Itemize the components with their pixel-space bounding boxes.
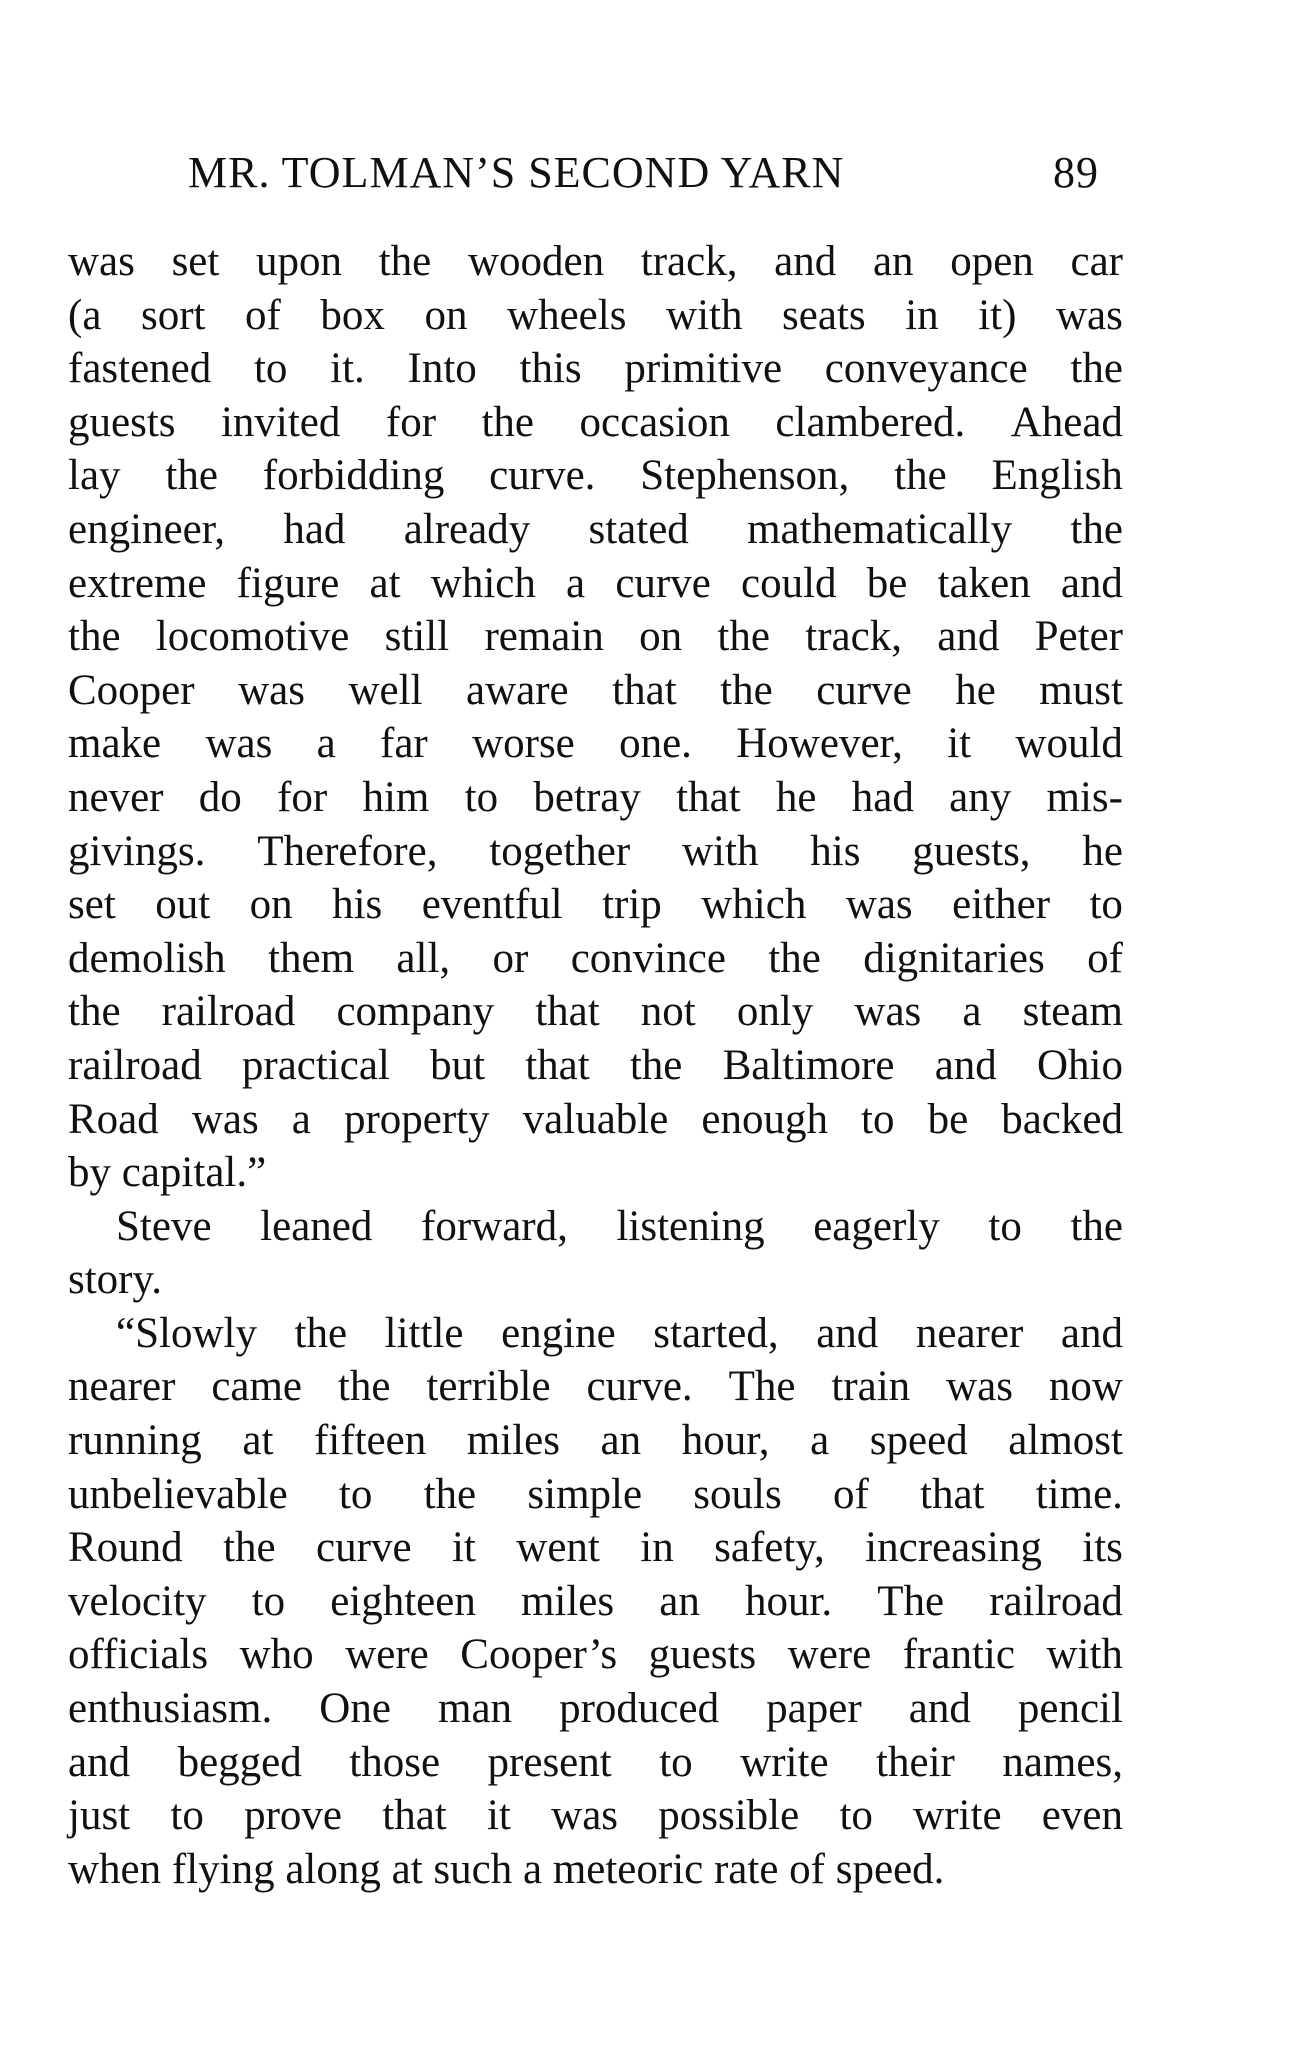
word: stated <box>588 505 689 553</box>
word: open <box>950 238 1034 285</box>
word: set <box>68 881 116 929</box>
word: The <box>877 1577 945 1625</box>
word: running <box>68 1417 202 1465</box>
word: (a <box>68 291 102 339</box>
word: to <box>338 1470 373 1518</box>
text-line <box>68 1146 1123 1200</box>
word: of <box>832 1470 869 1518</box>
word: simple <box>527 1470 643 1518</box>
word: unbelievable <box>68 1470 288 1518</box>
word: present <box>487 1738 612 1786</box>
text-line <box>68 717 1123 771</box>
word: nearer <box>68 1363 176 1411</box>
word: but <box>430 1041 486 1089</box>
word: train <box>831 1363 911 1411</box>
word: lay <box>68 452 121 500</box>
word: for <box>277 773 328 821</box>
word: mathematically <box>747 505 1013 553</box>
word: occasion <box>579 398 730 446</box>
word: Ahead <box>1010 398 1123 446</box>
word: to <box>253 345 288 393</box>
word: was <box>68 238 135 285</box>
word: an <box>659 1577 700 1625</box>
word: he <box>1082 827 1123 875</box>
word: to <box>251 1577 286 1625</box>
word: which <box>701 881 807 929</box>
word: primitive <box>624 345 783 393</box>
word: curve <box>816 666 912 714</box>
word: to <box>464 773 499 821</box>
word: well <box>348 666 423 714</box>
text-line <box>68 932 1123 986</box>
running-title: MR. TOLMAN’S SECOND YARN <box>188 148 845 197</box>
body-text <box>68 235 1123 1896</box>
word: time. <box>1035 1470 1123 1518</box>
text-line <box>68 1360 1123 1414</box>
word: English <box>991 452 1123 500</box>
text-line <box>68 1789 1123 1843</box>
word: track, <box>640 238 738 285</box>
word: he <box>955 666 996 714</box>
word: the <box>894 452 947 500</box>
word: curve. <box>586 1363 693 1411</box>
word: the <box>717 613 770 661</box>
word: even <box>1041 1792 1123 1840</box>
word: must <box>1039 666 1123 714</box>
word: came <box>211 1363 303 1411</box>
word: the <box>223 1524 276 1572</box>
word: his <box>332 881 383 929</box>
word: all, <box>396 934 451 982</box>
word: terrible <box>426 1363 551 1411</box>
text-line <box>68 1414 1123 1468</box>
word: guests, <box>912 827 1031 875</box>
word: property <box>343 1095 490 1143</box>
word: with <box>682 827 759 875</box>
word: was <box>205 720 273 768</box>
word: mis- <box>1046 773 1123 821</box>
text-line <box>68 235 1123 289</box>
word: him <box>362 773 430 821</box>
word: had <box>283 505 346 553</box>
word: in <box>640 1524 674 1572</box>
word: an <box>600 1417 642 1465</box>
word: to <box>1089 881 1123 929</box>
word: fastened <box>68 345 212 393</box>
text-line <box>68 1200 1123 1254</box>
word: with <box>1046 1631 1123 1679</box>
word: was <box>551 1792 619 1840</box>
word: conveyance <box>824 345 1028 393</box>
word: speed <box>869 1417 968 1465</box>
text-line <box>68 1253 1123 1307</box>
word: one. <box>619 720 692 768</box>
word: just <box>68 1792 131 1840</box>
word: Stephenson, <box>640 452 850 500</box>
word: and <box>908 1685 971 1733</box>
word: enough <box>701 1095 828 1143</box>
word: practical <box>241 1041 390 1089</box>
word: or <box>492 934 529 982</box>
word: sort <box>140 291 206 339</box>
text-line <box>68 1682 1123 1736</box>
word: demolish <box>68 934 226 982</box>
word: be <box>866 559 908 607</box>
word: still <box>384 613 450 661</box>
word: guests <box>648 1631 757 1679</box>
word: the <box>481 398 535 446</box>
word: car <box>1070 238 1123 285</box>
text-line <box>68 1736 1123 1790</box>
text-line <box>68 985 1123 1039</box>
word: curve <box>316 1524 412 1572</box>
text-line <box>68 342 1123 396</box>
word: track, <box>805 613 902 661</box>
word: clambered. <box>775 398 966 446</box>
text-line <box>68 289 1123 343</box>
word: to <box>988 1202 1022 1250</box>
word: engine <box>501 1309 616 1357</box>
word: miles <box>520 1577 615 1625</box>
word: and <box>68 1738 131 1786</box>
word: on <box>424 291 468 339</box>
word: that <box>382 1792 447 1840</box>
word: the <box>1070 345 1123 393</box>
text-line <box>68 1039 1123 1093</box>
word: However, <box>736 720 903 768</box>
word: went <box>516 1524 600 1572</box>
word: and <box>816 1309 879 1357</box>
running-head <box>188 148 1123 198</box>
word: their <box>876 1738 955 1786</box>
word: the <box>294 1309 348 1357</box>
word: never <box>68 773 164 821</box>
word: enthusiasm. <box>68 1685 273 1733</box>
word: with <box>666 291 743 339</box>
word: his <box>810 827 861 875</box>
word: was <box>191 1095 259 1143</box>
word: not <box>640 988 696 1036</box>
word: wooden <box>467 238 605 285</box>
word: and <box>934 1041 997 1089</box>
word: figure <box>236 559 340 607</box>
page-number: 89 <box>1053 148 1099 197</box>
word: valuable <box>522 1095 669 1143</box>
word: Baltimore <box>722 1041 895 1089</box>
word: hour. <box>744 1577 833 1625</box>
text-line <box>68 771 1123 825</box>
word: eagerly <box>813 1202 940 1250</box>
word: dignitaries <box>863 934 1045 982</box>
word: a <box>566 559 586 607</box>
word: of <box>1087 934 1123 982</box>
word: already <box>403 505 531 553</box>
word: invited <box>220 398 341 446</box>
text-line <box>68 396 1123 450</box>
word: seats <box>782 291 866 339</box>
word: Therefore, <box>257 827 438 875</box>
word: the <box>68 613 121 661</box>
text-line <box>68 878 1123 932</box>
word: that <box>920 1470 985 1518</box>
word: “Slowly <box>116 1309 257 1357</box>
word: curve. <box>489 452 596 500</box>
word: the <box>1070 505 1123 553</box>
word: be <box>927 1095 969 1143</box>
word: miles <box>466 1417 560 1465</box>
word: convince <box>570 934 726 982</box>
word: which <box>430 559 536 607</box>
word: hour, <box>681 1417 770 1465</box>
word: guests <box>68 398 176 446</box>
word: One <box>319 1685 391 1733</box>
text-line <box>68 449 1123 503</box>
word: do <box>198 773 242 821</box>
word: in <box>905 291 939 339</box>
text-line <box>68 1468 1123 1522</box>
text-line <box>68 1575 1123 1629</box>
word: who <box>239 1631 314 1679</box>
word: extreme <box>68 559 207 607</box>
word: the <box>68 988 121 1036</box>
word: those <box>349 1738 441 1786</box>
word: that <box>676 773 741 821</box>
word: for <box>385 398 437 446</box>
word: the <box>768 934 821 982</box>
word: either <box>952 881 1051 929</box>
word: to <box>170 1792 204 1840</box>
word: Road <box>68 1095 159 1143</box>
word: givings. <box>68 827 206 875</box>
word: could <box>741 559 837 607</box>
word: the <box>378 238 432 285</box>
word: it <box>451 1524 476 1572</box>
word: begged <box>177 1738 302 1786</box>
word: and <box>1060 1309 1123 1357</box>
word: officials <box>68 1631 209 1679</box>
word: Cooper’s <box>460 1631 618 1679</box>
word: set <box>171 238 220 285</box>
word: worse <box>472 720 575 768</box>
word: Cooper <box>68 666 195 714</box>
word: the <box>165 452 218 500</box>
word: little <box>384 1309 464 1357</box>
word: fifteen <box>313 1417 427 1465</box>
word: names, <box>1002 1738 1123 1786</box>
word: man <box>438 1685 513 1733</box>
word: aware <box>466 666 569 714</box>
word: railroad <box>989 1577 1123 1625</box>
word: the <box>423 1470 477 1518</box>
word: that <box>525 1041 590 1089</box>
word: was <box>238 666 305 714</box>
word: together <box>489 827 631 875</box>
word: railroad <box>161 988 296 1036</box>
word: the <box>1070 1202 1123 1250</box>
word: would <box>1015 720 1123 768</box>
word: eventful <box>421 881 563 929</box>
word: on <box>249 881 293 929</box>
word: to <box>659 1738 693 1786</box>
word: was <box>845 881 913 929</box>
word: and <box>1060 559 1123 607</box>
word: a <box>316 720 336 768</box>
word: were <box>787 1631 872 1679</box>
word: only <box>736 988 814 1036</box>
text-line-content: story. <box>68 1256 162 1304</box>
word: now <box>1048 1363 1123 1411</box>
text-line-content: by capital.” <box>68 1149 267 1197</box>
word: and <box>937 613 1000 661</box>
word: the <box>720 666 773 714</box>
word: eighteen <box>330 1577 476 1625</box>
word: make <box>68 720 162 768</box>
word: pencil <box>1017 1685 1123 1733</box>
word: velocity <box>68 1577 207 1625</box>
word: a <box>962 988 982 1036</box>
word: engineer, <box>68 505 226 553</box>
word: write <box>913 1792 1002 1840</box>
word: and <box>774 238 837 285</box>
word: Peter <box>1034 613 1123 661</box>
word: safety, <box>714 1524 825 1572</box>
word: at <box>242 1417 274 1465</box>
word: at <box>369 559 401 607</box>
word: wheels <box>507 291 627 339</box>
text-line <box>68 1843 1123 1897</box>
word: Round <box>68 1524 183 1572</box>
word: produced <box>559 1685 720 1733</box>
word: was <box>946 1363 1013 1411</box>
word: Steve <box>116 1202 212 1250</box>
word: paper <box>766 1685 862 1733</box>
word: a <box>810 1417 830 1465</box>
word: frantic <box>902 1631 1015 1679</box>
word: company <box>336 988 495 1036</box>
word: almost <box>1008 1417 1123 1465</box>
word: were <box>345 1631 429 1679</box>
text-line <box>68 503 1123 557</box>
word: them <box>268 934 355 982</box>
text-line-content: when flying along at such a meteoric rate of speed. <box>68 1845 945 1893</box>
word: this <box>519 345 582 393</box>
word: that <box>612 666 677 714</box>
word: the <box>337 1363 391 1411</box>
text-line <box>68 1521 1123 1575</box>
word: curve <box>615 559 711 607</box>
word: steam <box>1022 988 1123 1036</box>
word: upon <box>256 238 343 285</box>
word: Ohio <box>1036 1041 1123 1089</box>
word: it. <box>330 345 365 393</box>
word: write <box>740 1738 829 1786</box>
word: it) <box>978 291 1017 339</box>
word: it <box>486 1792 511 1840</box>
word: to <box>861 1095 895 1143</box>
word: possible <box>658 1792 800 1840</box>
word: nearer <box>915 1309 1024 1357</box>
text-line <box>68 664 1123 718</box>
word: souls <box>693 1470 782 1518</box>
word: forbidding <box>262 452 445 500</box>
word: listening <box>616 1202 765 1250</box>
word: was <box>854 988 922 1036</box>
text-line <box>68 825 1123 879</box>
word: taken <box>937 559 1031 607</box>
word: that <box>535 988 600 1036</box>
text-line <box>68 557 1123 611</box>
word: it <box>947 720 972 768</box>
word: he <box>775 773 817 821</box>
word: had <box>851 773 914 821</box>
text-line <box>68 1628 1123 1682</box>
word: out <box>155 881 211 929</box>
text-line <box>68 1093 1123 1147</box>
word: to <box>839 1792 873 1840</box>
word: remain <box>484 613 604 661</box>
word: backed <box>1001 1095 1123 1143</box>
word: increasing <box>865 1524 1042 1572</box>
word: its <box>1082 1524 1123 1572</box>
word: forward, <box>421 1202 568 1250</box>
word: railroad <box>68 1041 202 1089</box>
word: The <box>728 1363 796 1411</box>
word: trip <box>602 881 662 929</box>
word: betray <box>533 773 641 821</box>
word: box <box>320 291 385 339</box>
text-line <box>68 610 1123 664</box>
word: leaned <box>260 1202 373 1250</box>
word: of <box>245 291 281 339</box>
word: far <box>380 720 428 768</box>
word: on <box>639 613 683 661</box>
word: was <box>1055 291 1123 339</box>
word: an <box>872 238 914 285</box>
word: prove <box>244 1792 342 1840</box>
word: started, <box>653 1309 779 1357</box>
word: a <box>291 1095 311 1143</box>
word: locomotive <box>155 613 350 661</box>
word: any <box>949 773 1012 821</box>
text-line <box>68 1307 1123 1361</box>
word: Into <box>407 345 477 393</box>
word: the <box>629 1041 683 1089</box>
